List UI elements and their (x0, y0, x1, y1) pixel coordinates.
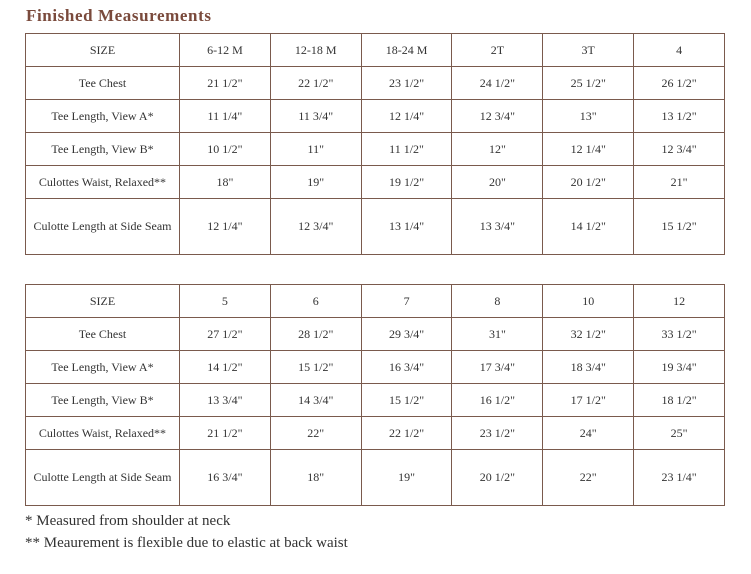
size-header-cell: 6 (270, 285, 361, 318)
table-cell: 12 1/4" (543, 133, 634, 166)
row-label: Culottes Waist, Relaxed** (26, 417, 180, 450)
table-cell: 25" (634, 417, 725, 450)
table-cell: 20" (452, 166, 543, 199)
table-row (26, 384, 725, 417)
row-label: Tee Length, View B* (26, 133, 180, 166)
table-cell: 12 1/4" (361, 100, 452, 133)
table-cell: 13 3/4" (180, 384, 271, 417)
table-cell: 13" (543, 100, 634, 133)
table-cell: 20 1/2" (452, 450, 543, 506)
row-label: Culotte Length at Side Seam (26, 199, 180, 255)
table-cell: 22" (543, 450, 634, 506)
table-cell: 22" (270, 417, 361, 450)
table-cell: 19 3/4" (634, 351, 725, 384)
row-label: Tee Length, View B* (26, 384, 180, 417)
table-row (26, 100, 725, 133)
table-cell: 18 1/2" (634, 384, 725, 417)
table-cell: 26 1/2" (634, 67, 725, 100)
table-cell: 24" (543, 417, 634, 450)
row-label: Tee Length, View A* (26, 351, 180, 384)
table-cell: 11 1/4" (180, 100, 271, 133)
table-cell: 13 3/4" (452, 199, 543, 255)
table-cell: 12 3/4" (270, 199, 361, 255)
size-header-label: SIZE (26, 34, 180, 67)
table-row (26, 450, 725, 506)
table-cell: 19" (270, 166, 361, 199)
table-cell: 16 3/4" (361, 351, 452, 384)
table-cell: 33 1/2" (634, 318, 725, 351)
table-cell: 25 1/2" (543, 67, 634, 100)
table-cell: 15 1/2" (361, 384, 452, 417)
table-row (26, 318, 725, 351)
row-label: Culottes Waist, Relaxed** (26, 166, 180, 199)
row-label: Culotte Length at Side Seam (26, 450, 180, 506)
table-cell: 12" (452, 133, 543, 166)
page-title: Finished Measurements (26, 6, 212, 25)
size-header-cell: 5 (180, 285, 271, 318)
size-header-row (26, 34, 725, 67)
size-header-cell: 12-18 M (270, 34, 361, 67)
size-header-row (26, 285, 725, 318)
size-header-cell: 3T (543, 34, 634, 67)
footnote-elastic: ** Meaurement is flexible due to elastic at back waist (25, 535, 348, 551)
table-cell: 11 3/4" (270, 100, 361, 133)
table-cell: 12 3/4" (452, 100, 543, 133)
table-cell: 22 1/2" (361, 417, 452, 450)
table-row (26, 133, 725, 166)
row-label: Tee Chest (26, 318, 180, 351)
table-cell: 31" (452, 318, 543, 351)
table-cell: 15 1/2" (634, 199, 725, 255)
table-cell: 13 1/2" (634, 100, 725, 133)
table-cell: 21 1/2" (180, 67, 271, 100)
footnote-shoulder: * Measured from shoulder at neck (25, 513, 231, 529)
table-row (26, 351, 725, 384)
size-header-cell: 18-24 M (361, 34, 452, 67)
table-cell: 23 1/2" (361, 67, 452, 100)
table-row (26, 166, 725, 199)
table-cell: 17 3/4" (452, 351, 543, 384)
table-cell: 24 1/2" (452, 67, 543, 100)
table-cell: 12 1/4" (180, 199, 271, 255)
size-header-cell: 2T (452, 34, 543, 67)
table-cell: 16 3/4" (180, 450, 271, 506)
table-cell: 12 3/4" (634, 133, 725, 166)
table-cell: 17 1/2" (543, 384, 634, 417)
table-cell: 19 1/2" (361, 166, 452, 199)
row-label: Tee Chest (26, 67, 180, 100)
size-header-cell: 8 (452, 285, 543, 318)
table-cell: 14 1/2" (543, 199, 634, 255)
table-cell: 14 3/4" (270, 384, 361, 417)
size-header-cell: 4 (634, 34, 725, 67)
row-label: Tee Length, View A* (26, 100, 180, 133)
size-header-cell: 7 (361, 285, 452, 318)
table-cell: 27 1/2" (180, 318, 271, 351)
table-row (26, 199, 725, 255)
table-cell: 18" (180, 166, 271, 199)
table-cell: 28 1/2" (270, 318, 361, 351)
table-cell: 11 1/2" (361, 133, 452, 166)
table-cell: 16 1/2" (452, 384, 543, 417)
table-cell: 11" (270, 133, 361, 166)
table-row (26, 417, 725, 450)
measurements-table-2 (25, 284, 725, 506)
table-cell: 23 1/2" (452, 417, 543, 450)
table-cell: 10 1/2" (180, 133, 271, 166)
table-cell: 29 3/4" (361, 318, 452, 351)
size-header-label: SIZE (26, 285, 180, 318)
size-header-cell: 6-12 M (180, 34, 271, 67)
table-cell: 15 1/2" (270, 351, 361, 384)
table-cell: 18" (270, 450, 361, 506)
size-header-cell: 12 (634, 285, 725, 318)
table-cell: 20 1/2" (543, 166, 634, 199)
table-cell: 21" (634, 166, 725, 199)
table-cell: 22 1/2" (270, 67, 361, 100)
table-cell: 32 1/2" (543, 318, 634, 351)
size-header-cell: 10 (543, 285, 634, 318)
table-cell: 21 1/2" (180, 417, 271, 450)
table-cell: 14 1/2" (180, 351, 271, 384)
table-row (26, 67, 725, 100)
measurements-table-1 (25, 33, 725, 255)
table-cell: 13 1/4" (361, 199, 452, 255)
table-cell: 18 3/4" (543, 351, 634, 384)
table-cell: 23 1/4" (634, 450, 725, 506)
table-cell: 19" (361, 450, 452, 506)
